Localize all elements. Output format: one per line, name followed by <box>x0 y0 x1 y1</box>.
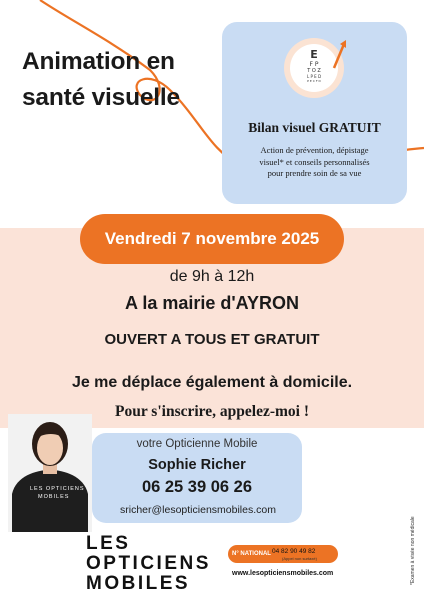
card-title: Bilan visuel GRATUIT <box>248 120 381 135</box>
event-signup: Pour s'inscrire, appelez-moi ! <box>114 403 309 420</box>
contact-name: Sophie Richer <box>148 457 246 473</box>
eye-chart-row: T O Z <box>307 68 321 74</box>
date-pill: Vendredi 7 novembre 2025 <box>80 214 344 264</box>
portrait-photo <box>8 414 92 532</box>
sweater-logo-line: LES OPTICIENS <box>30 486 85 492</box>
national-note: (Appel non surtaxé) <box>282 556 317 561</box>
card-desc-line: pour prendre soin de sa vue <box>267 168 362 178</box>
logo-line: OPTICIENS <box>86 553 211 574</box>
side-footnote: *Examen à visée non médicale <box>410 516 416 585</box>
sweater-logo-line: MOBILES <box>38 494 70 500</box>
event-home-visit: Je me déplace également à domicile. <box>71 374 353 391</box>
eye-chart-row: L P E D <box>306 74 322 79</box>
card-description <box>236 145 393 180</box>
logo-line: LES <box>86 533 131 554</box>
brand-logo <box>86 534 211 594</box>
contact-email[interactable]: sricher@lesopticiensmobiles.com <box>120 504 276 516</box>
card-desc-line: visuel* et conseils personnalisés <box>259 156 370 167</box>
headline-line-2: santé visuelle <box>22 84 180 111</box>
card-desc-line: Action de prévention, dépistage <box>260 145 369 155</box>
eye-chart-row: F P <box>309 61 319 68</box>
contact-role: votre Opticienne Mobile <box>136 438 258 450</box>
website-link[interactable]: www.lesopticiensmobiles.com <box>232 570 334 577</box>
logo-line: MOBILES <box>86 573 191 594</box>
headline <box>22 44 180 116</box>
event-place: A la mairie d'AYRON <box>124 293 299 313</box>
event-open: OUVERT A TOUS ET GRATUIT <box>104 331 320 348</box>
contact-phone[interactable]: 06 25 39 06 26 <box>141 478 253 496</box>
national-label: N° NATIONAL <box>232 551 271 557</box>
national-number[interactable]: 04 82 90 49 82 <box>272 548 316 555</box>
eye-chart-row: E <box>310 48 318 61</box>
headline-line-1: Animation en <box>22 48 175 75</box>
eye-chart-row: P E C F D <box>307 79 321 83</box>
event-hours: de 9h à 12h <box>169 268 255 285</box>
eye-chart-arrow-icon <box>332 40 348 70</box>
